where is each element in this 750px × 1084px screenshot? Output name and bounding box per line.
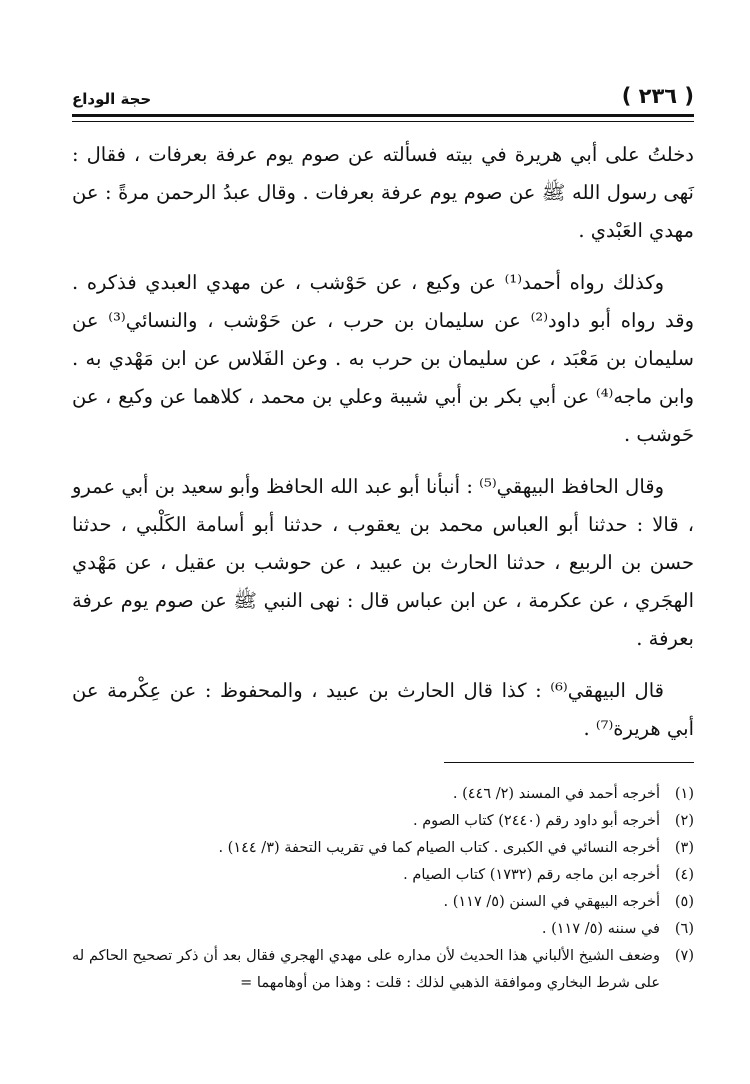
footnote-text: أخرجه ابن ماجه رقم (١٧٣٢) كتاب الصيام . — [403, 867, 660, 883]
footnote-text: وضعف الشيخ الألباني هذا الحديث لأن مداره على مهدي الهجري فقال بعد أن ذكر تصحيح الحاكم له على شرط البخاري وموافقة الذهبي لذلك : قلت : وهذا من أوهامهما = — [72, 948, 660, 991]
footnote-item — [72, 943, 694, 997]
footnote-number: (١) — [674, 786, 694, 802]
paragraph: قال البيهقي⁽⁶⁾ : كذا قال الحارث بن عبيد ، والمحفوظ : عن عِكْرمة عن أبي هريرة⁽⁷⁾ . — [72, 679, 694, 740]
footnote-text: أخرجه أبو داود رقم (٢٤٤٠) كتاب الصوم . — [412, 813, 660, 829]
footnote-divider — [444, 762, 694, 763]
footnote-number: (٥) — [674, 894, 694, 910]
header-rule-thick — [72, 114, 694, 117]
footnote-number: (٢) — [674, 813, 694, 829]
footnote-text: في سننه (٥/ ١١٧) . — [541, 921, 660, 937]
paragraph: وقال الحافظ البيهقي⁽⁵⁾ : أنبأنا أبو عبد الله الحافظ وأبو سعيد بن أبي عمرو ، قالا : حدثنا أبو العباس محمد بن يعقوب ، حدثنا أبو أسامة الكَلْبي ، حدثنا حسن بن الربيع ، حدثنا الحارث بن عبيد ، عن حوشب بن عقيل ، عن مَهْدي الهجَري ، عن عكرمة ، عن ابن عباس قال : نهى النبي ﷺ عن صوم يوم عرفة بعرفة . — [72, 475, 694, 650]
main-text — [72, 136, 694, 748]
footnotes — [72, 781, 694, 997]
footnote-item — [72, 916, 694, 943]
paragraph: وكذلك رواه أحمد⁽¹⁾ عن وكيع ، عن حَوْشب ، عن مهدي العبدي فذكره . وقد رواه أبو داود⁽²⁾ عن سليمان بن حرب ، عن حَوْشب ، والنسائي⁽³⁾ عن سليمان بن مَعْبَد ، عن سليمان بن حرب به . وعن الفَلاس عن ابن مَهْدي به . وابن ماجه⁽⁴⁾ عن أبي بكر بن أبي شيبة وعلي بن محمد ، كلاهما عن وكيع ، عن حَوشب . — [72, 271, 695, 446]
footnote-text: أخرجه النسائي في الكبرى . كتاب الصيام كما في تقريب التحفة (٣/ ١٤٤) . — [218, 840, 660, 856]
book-page — [72, 68, 694, 997]
footnote-number: (٤) — [674, 867, 694, 883]
footnote-text: أخرجه البيهقي في السنن (٥/ ١١٧) . — [443, 894, 660, 910]
footnote-item — [72, 889, 694, 916]
page-number: ( ٢٣٦ ) — [621, 84, 694, 108]
footnote-item — [72, 808, 694, 835]
footnote-item — [72, 781, 694, 808]
footnote-number: (٦) — [674, 921, 694, 937]
footnote-text: أخرجه أحمد في المسند (٢/ ٤٤٦) . — [452, 786, 660, 802]
header-rule-thin — [72, 121, 694, 122]
running-title: حجة الوداع — [72, 90, 152, 108]
footnote-number: (٧) — [674, 948, 694, 964]
footnote-number: (٣) — [674, 840, 694, 856]
footnote-item — [72, 835, 694, 862]
page-header — [72, 68, 694, 108]
footnote-item — [72, 862, 694, 889]
paragraph: دخلتُ على أبي هريرة في بيته فسألته عن صوم يوم عرفة بعرفات ، فقال : نَهى رسول الله ﷺ عن صوم يوم عرفة بعرفات . وقال عبدُ الرحمن مرةً : عن مهدي العَبْدي . — [72, 143, 694, 242]
